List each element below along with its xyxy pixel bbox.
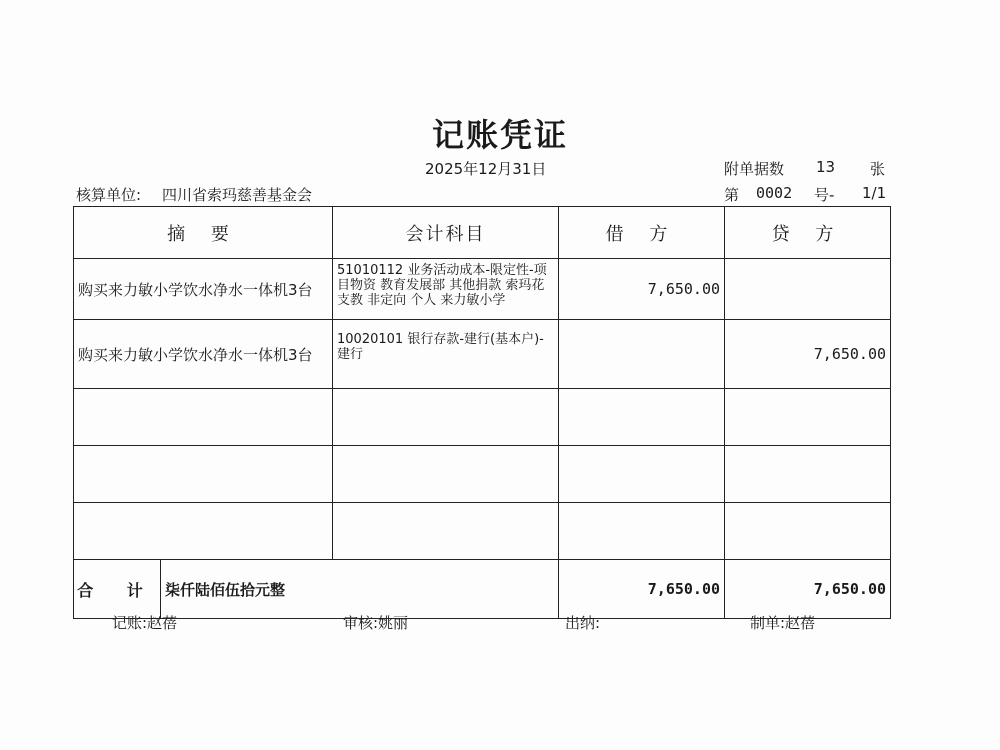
- preparer: 制单:赵蓓: [750, 614, 816, 632]
- table-header-row: [74, 207, 891, 259]
- voucher-number-prefix: 第: [724, 186, 740, 204]
- total-credit: 7,650.00: [725, 560, 891, 619]
- row-subject: 10020101 银行存款-建行(基本户)-建行: [333, 320, 559, 389]
- voucher-title: 记账凭证: [431, 116, 568, 154]
- header-debit: 借 方: [559, 207, 725, 259]
- accounting-unit-label: 核算单位:: [76, 186, 142, 204]
- attachments-unit: 张: [870, 160, 886, 178]
- table-row-empty: [74, 446, 891, 503]
- attachments-count: 13: [816, 158, 836, 176]
- table-row-empty: [74, 503, 891, 560]
- cashier: 出纳:: [565, 614, 601, 632]
- accounting-unit-name: 四川省索玛慈善基金会: [162, 186, 313, 204]
- header-summary: 摘 要: [74, 207, 333, 259]
- total-debit: 7,650.00: [559, 560, 725, 619]
- bookkeeper: 记账:赵蓓: [112, 614, 178, 632]
- header-subject: 会计科目: [333, 207, 559, 259]
- row-subject: 51010112 业务活动成本-限定性-项目物资 教育发展部 其他捐款 索玛花支教 非定向 个人 来力敏小学: [333, 259, 559, 320]
- row-debit: [559, 320, 725, 389]
- row-summary: 购买来力敏小学饮水净水一体机3台: [74, 259, 333, 320]
- voucher-date: 2025年12月31日: [425, 160, 547, 178]
- voucher-table: [73, 206, 891, 619]
- table-row: [74, 320, 891, 389]
- voucher-page: 1/1: [862, 184, 887, 202]
- reviewer: 审核:姚丽: [343, 614, 409, 632]
- row-credit: [725, 259, 891, 320]
- row-summary: 购买来力敏小学饮水净水一体机3台: [74, 320, 333, 389]
- total-label: 合 计: [74, 560, 161, 619]
- table-row-empty: [74, 389, 891, 446]
- voucher-number: 0002: [756, 184, 793, 202]
- attachments-label: 附单据数: [724, 160, 785, 178]
- row-debit: 7,650.00: [559, 259, 725, 320]
- table-row: [74, 259, 891, 320]
- voucher-number-suffix: 号-: [814, 186, 835, 204]
- total-amount-words: 柒仟陆佰伍拾元整: [161, 560, 559, 619]
- total-row: [74, 560, 891, 619]
- header-credit: 贷 方: [725, 207, 891, 259]
- row-credit: 7,650.00: [725, 320, 891, 389]
